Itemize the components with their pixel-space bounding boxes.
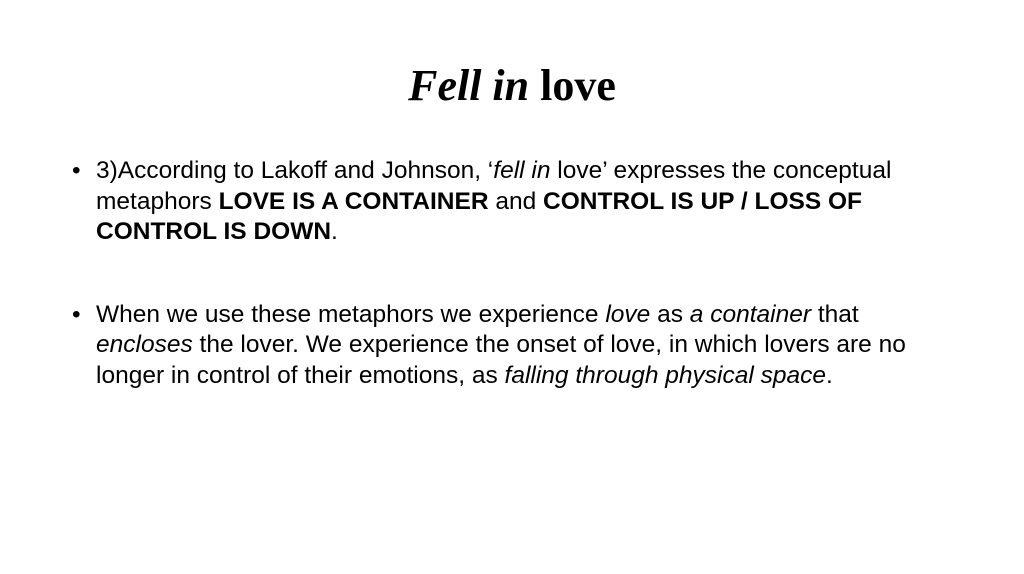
bullet-marker-icon: • <box>72 157 81 184</box>
italic-text-segment: falling through physical space <box>504 361 826 389</box>
text-segment: that <box>811 300 859 328</box>
text-segment: . <box>331 218 338 245</box>
italic-text-segment: a container <box>689 300 812 328</box>
text-segment: . <box>825 361 833 389</box>
text-segment: love’ expresses the conceptual metaphors <box>96 157 892 215</box>
bold-text-segment: CONTROL IS UP / LOSS OF CONTROL IS DOWN <box>96 187 863 245</box>
text-segment: and <box>488 187 544 215</box>
title-italic-part: Fell in <box>408 61 530 110</box>
bullet-item-2 <box>72 300 952 392</box>
italic-text-segment: encloses <box>96 331 193 358</box>
bullet-marker-icon: • <box>72 300 81 328</box>
italic-text-segment: fell in <box>493 157 551 184</box>
text-segment: 3)According to Lakoff and Johnson, ‘ <box>96 157 494 184</box>
slide-title <box>0 60 1024 112</box>
bullet-list <box>72 156 952 391</box>
italic-text-segment: love <box>605 300 651 328</box>
text-segment: the lover. We experience the onset of love, in which lovers are no longer in control of their emotions, as <box>96 331 906 389</box>
text-segment: as <box>650 300 690 328</box>
bold-text-segment: LOVE IS A CONTAINER <box>218 187 489 215</box>
bullet-item-1 <box>72 156 952 248</box>
text-segment: When we use these metaphors we experience <box>96 300 606 328</box>
title-plain-part: love <box>529 61 616 110</box>
